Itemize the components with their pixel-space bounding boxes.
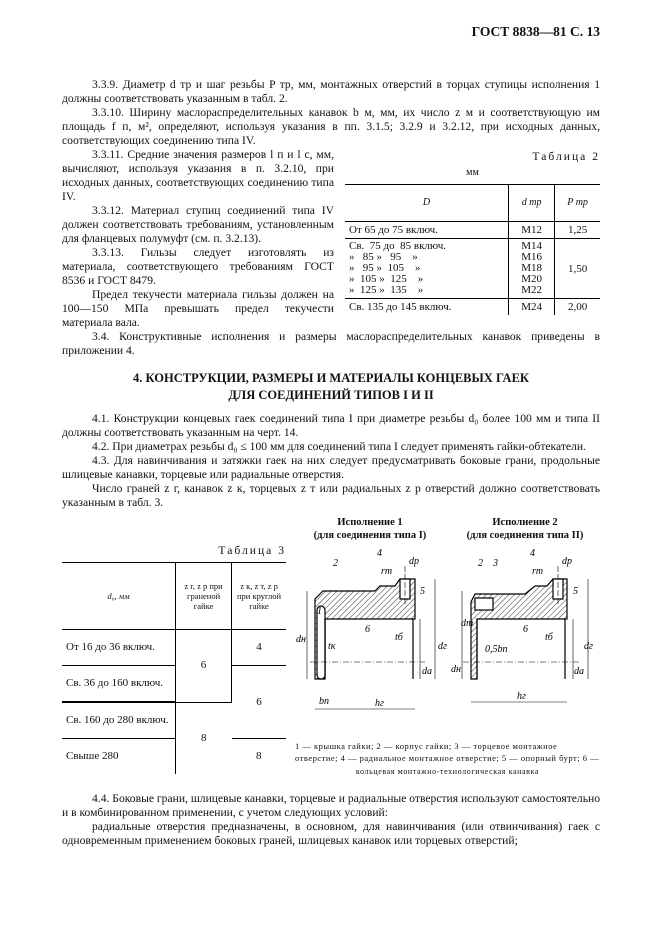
- para-4-2: 4.2. При диаметрах резьбы d₀ ≤ 100 мм для соединений типа I следует применять гайки-обтекатели.: [92, 440, 586, 453]
- table2-block: [345, 148, 600, 315]
- cell-p: 2,00: [567, 301, 588, 313]
- para-3-3-11: 3.3.11. Средние значения размеров l п и l с, мм, вычисляют, используя указания в п. 3.2.10, при исходных данных, соответствующих соединению типа IV.: [62, 148, 334, 203]
- cell-d0: Св. 160 до 280 включ.: [62, 702, 176, 739]
- label-hg-1: hг: [375, 698, 384, 709]
- label-dt: dт: [461, 618, 474, 629]
- variant-1-name: Исполнение 1: [337, 517, 403, 528]
- callout-4b: 4: [530, 548, 535, 559]
- para-4-4-radial: радиальные отверстия предназначены, в основном, для навинчивания (или отвинчивания) гаек с одновременным применением боковых граней, шлицевых канавок или торцевых отверстий;: [62, 820, 600, 847]
- label-tk: tк: [328, 641, 336, 652]
- label-rt-2: rт: [532, 566, 544, 577]
- cell-d: От 65 до 75 включ.: [345, 222, 509, 239]
- table3-figure-row: [62, 514, 600, 778]
- para-3-3-9: 3.3.9. Диаметр d тр и шаг резьбы P тр, мм, монтажных отверстий в торцах ступицы исполнения 1 должны соответствовать указанным в табл. 2.: [62, 78, 600, 105]
- label-dg-1: dг: [438, 641, 447, 652]
- label-da-1: dа: [422, 666, 432, 677]
- variant-2-subtitle: (для соединения типа II): [466, 530, 584, 541]
- cell-d0: От 16 до 36 включ.: [62, 630, 176, 666]
- label-half-bp: 0,5bп: [485, 644, 508, 655]
- cell-faceted: 6: [176, 630, 232, 703]
- col-header-faceted: z г, z р при граненой гайке: [176, 563, 232, 630]
- callout-6: 6: [365, 624, 370, 635]
- text-block-3-4: [62, 330, 600, 358]
- table2-caption: Таблица 2: [532, 150, 600, 163]
- left-column: [62, 148, 334, 330]
- table-3: [62, 562, 286, 774]
- para-3-3-13: 3.3.13. Гильзы следует изготовлять из материала, соответствующего требованиям ГОСТ 8536 и ГОСТ 8479.: [62, 246, 334, 287]
- label-dn-2: dн: [451, 664, 461, 675]
- cell-d: Св. 135 до 145 включ.: [345, 299, 509, 316]
- para-3-4: 3.4. Конструктивные исполнения и размеры маслораспределительных канавок приведены в приложении 4.: [62, 330, 600, 357]
- cell-dtr: M12: [509, 222, 555, 239]
- cell-round: 8: [256, 750, 262, 762]
- table-row: [62, 666, 286, 703]
- drawing-14: [295, 514, 600, 736]
- table2-unit: мм: [466, 167, 479, 178]
- table3-caption: Таблица 3: [218, 544, 286, 557]
- label-da-2: dа: [574, 666, 584, 677]
- label-dp-2: dр: [562, 556, 572, 567]
- callout-4: 4: [377, 548, 382, 559]
- table-row: [345, 222, 600, 239]
- table-row: [345, 299, 600, 316]
- col-header-d0: d₀, мм: [62, 563, 176, 630]
- table-row: [345, 239, 600, 299]
- section-title-line2: ДЛЯ СОЕДИНЕНИЙ ТИПОВ I И II: [228, 388, 434, 402]
- table-header-row: [345, 185, 600, 222]
- section-title-line1: 4. КОНСТРУКЦИИ, РАЗМЕРЫ И МАТЕРИАЛЫ КОНЦЕВЫХ ГАЕК: [133, 371, 529, 385]
- cell-p: 1,25: [555, 222, 600, 239]
- label-hg-2: hг: [517, 691, 526, 702]
- label-dg-2: dг: [584, 641, 593, 652]
- callout-1: 1: [317, 606, 322, 617]
- figure-column: [295, 514, 600, 778]
- table-row: [62, 739, 286, 775]
- label-bp: bп: [319, 696, 329, 707]
- para-4-1: 4.1. Конструкции концевых гаек соединений типа I при диаметре резьбы d₀ более 100 мм и типа II должны соответствовать указанным на черт. 14.: [62, 412, 600, 439]
- col-header-ptr: P тр: [555, 185, 600, 222]
- col-header-round: z к, z т, z р при круглой гайке: [232, 563, 286, 630]
- table-2: [345, 184, 600, 315]
- table3-block: [62, 544, 286, 774]
- text-block-4: [62, 412, 600, 510]
- cell-dtr: M24: [509, 299, 555, 316]
- col-header-dtr: d тр: [509, 185, 555, 222]
- callout-6b: 6: [523, 624, 528, 635]
- label-tb-2: tб: [545, 632, 553, 643]
- cell-p: 1,50: [555, 239, 600, 299]
- section-3-3-row: [62, 148, 600, 330]
- cell-round: 4: [232, 630, 286, 666]
- callout-2: 2: [333, 558, 338, 569]
- para-3-3-10: 3.3.10. Ширину маслораспределительных канавок b м, мм, их число z м и соответствующую им площадь f п, м², определяют, используя указания в пп. 3.1.5; 3.2.9 и 3.2.12, при исходных данных, соответствующих соединению типа IV.: [62, 106, 600, 147]
- callout-5: 5: [420, 586, 425, 597]
- cell-d0: Свыше 280: [62, 739, 176, 775]
- label-rt-1: rт: [381, 566, 393, 577]
- figure-legend: 1 — крышка гайки; 2 — корпус гайки; 3 — торцевое монтажное отверстие; 4 — радиальное монтажное отверстие; 5 — опорный бурт; 6 —: [295, 741, 600, 763]
- para-3-3-12: 3.3.12. Материал ступиц соединений типа IV должен соответствовать требованиям, установленным для фланцевых полумуфт (см. п. 3.2.13).: [62, 204, 334, 245]
- label-tb-1: tб: [395, 632, 403, 643]
- callout-3: 3: [493, 558, 498, 569]
- text-block-top: [62, 78, 600, 148]
- table-row: [62, 630, 286, 666]
- variant-2-name: Исполнение 2: [492, 517, 558, 528]
- cell-faceted: 8: [201, 731, 207, 744]
- figure-legend-cont: кольцевая монтажно-технологическая канавка: [355, 767, 540, 776]
- label-dn-1: dн: [296, 634, 306, 645]
- page-header: ГОСТ 8838—81 С. 13: [471, 24, 600, 39]
- callout-5b: 5: [573, 586, 578, 597]
- para-4-3: 4.3. Для навинчивания и затяжки гаек на них следует предусматривать боковые грани, продольные шлицевые канавки, торцевые или радиальные отверстия.: [62, 454, 600, 481]
- variant-1-subtitle: (для соединения типа I): [313, 530, 427, 541]
- label-dp-1: dр: [409, 556, 419, 567]
- cell-round: 6: [232, 666, 286, 739]
- text-block-4-4: [62, 792, 600, 848]
- para-4-3-count: Число граней z г, канавок z к, торцевых z т или радиальных z р отверстий должно соответствовать указанным в табл. 3.: [62, 482, 600, 509]
- cell-dtr: M14 M16 M18 M20 M22: [509, 239, 555, 299]
- para-3-3-13-yield: Предел текучести материала гильзы должен на 100—150 МПа превышать предел текучести материала вала.: [62, 288, 334, 329]
- col-header-d: D: [345, 185, 509, 222]
- para-4-4: 4.4. Боковые грани, шлицевые канавки, торцевые и радиальные отверстия используют самостоятельно и в комбинированном применении, с учетом следующих условий:: [62, 792, 600, 819]
- section-4-heading: [62, 370, 600, 404]
- cell-d0: Св. 36 до 160 включ.: [62, 666, 176, 703]
- cell-d: Св. 75 до 85 включ. » 85 » 95 » » 95 » 105 » » 105 » 125 » » 125 » 135 »: [345, 239, 509, 299]
- nut-section-drawing: [295, 514, 600, 736]
- page-content: [62, 24, 600, 848]
- table-header-row: [62, 563, 286, 630]
- callout-2b: 2: [478, 558, 483, 569]
